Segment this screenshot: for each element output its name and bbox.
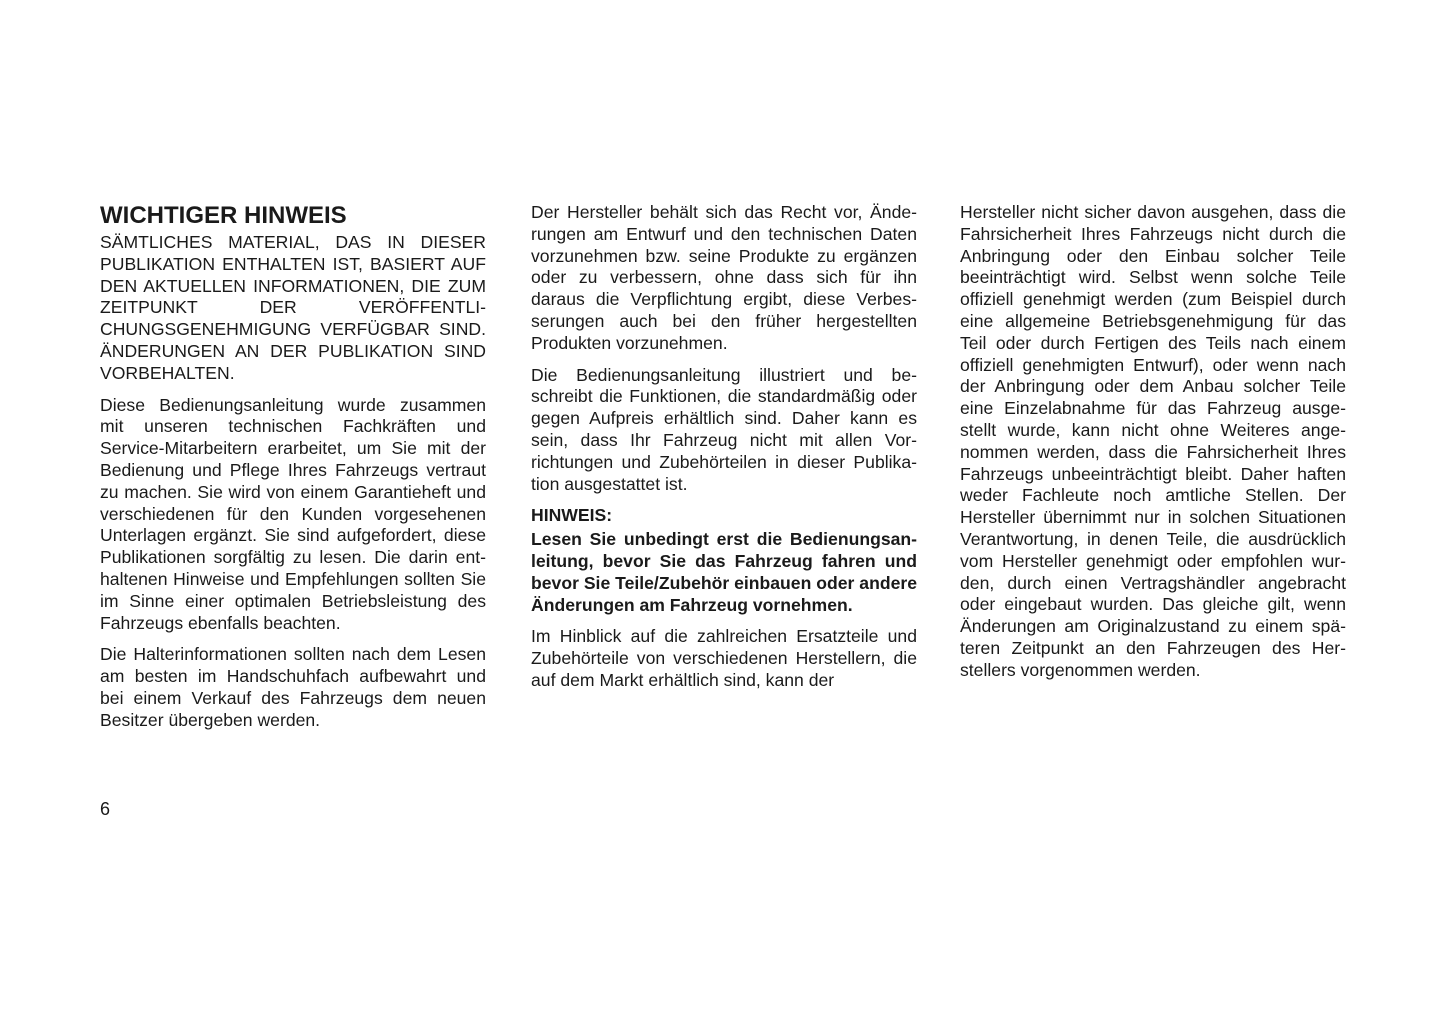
column-right [960,202,1346,682]
paragraph-owner-info: Die Halterinformationen sollten nach dem Lesen am besten im Handschuhfach aufbewahrt und bei einem Verkauf des Fahrzeugs dem neuen Besitzer übergeben werden. [100,644,486,730]
column-middle [531,202,917,692]
paragraph-safety-liability: Hersteller nicht sicher davon ausgehen, dass die Fahrsicherheit Ihres Fahrzeugs nicht durch die Anbringung oder den Einbau solcher Teile beeinträchtigt wird. Selbst wenn solche Teile offiziell genehmigt werden (zum Beispiel durch eine allgemeine Betriebsgenehmigung für das Teil oder durch Fertigen des Teils nach einem offiziell genehmigten Entwurf), oder wenn nach der Anbringung oder dem Anbau solcher Teile eine Einzelabnahme für das Fahrzeug ausgestellt wurde, kann nicht ohne Weiteres angenommen werden, dass die Fahrsicherheit Ihres Fahrzeugs unbeeinträchtigt bleibt. Daher haften weder Fachleute noch amtliche Stellen. Der Hersteller übernimmt nur in solchen Situationen Verantwortung, in denen Teile, die ausdrücklich vom Hersteller genehmigt oder empfohlen wurden, durch einen Vertragshändler angebracht oder eingebaut wurden. Das gleiche gilt, wenn Änderungen am Originalzustand zu einem späteren Zeitpunkt an den Fahrzeugen des Herstellers vorgenommen werden. [960,202,1346,680]
column-left [100,202,486,732]
notice-caps-paragraph: SÄMTLICHES MATERIAL, DAS IN DIESER PUBLIKATION ENTHALTEN IST, BASIERT AUF DEN AKTUELLEN INFORMATIONEN, DIE ZUM ZEITPUNKT DER VERÖFFENTLICHUNGSGENEHMIGUNG VERFÜGBAR SIND. ÄNDERUNGEN AN DER PUBLIKATION SIND VORBEHALTEN. [100,232,486,383]
paragraph-spare-parts: Im Hinblick auf die zahlreichen Ersatzteile und Zubehörteile von verschiedenen Herstellern, die auf dem Markt erhältlich sind, kann der [531,626,917,690]
paragraph-manual-intro: Diese Bedienungsanleitung wurde zusammen mit unseren technischen Fachkräften und Service-Mitarbeitern erarbeitet, um Sie mit der Bedienung und Pflege Ihres Fahrzeugs vertraut zu machen. Sie wird von einem Garantieheft und verschiedenen für den Kunden vorgesehenen Unterlagen ergänzt. Sie sind aufgefordert, diese Publikationen sorgfältig zu lesen. Die darin enthaltenen Hinweise und Empfehlungen sollten Sie im Sinne einer optimalen Betriebsleistung des Fahrzeugs ebenfalls beachten. [100,394,486,633]
paragraph-manufacturer-rights: Der Hersteller behält sich das Recht vor, Änderungen am Entwurf und den technischen Daten vorzunehmen bzw. seine Produkte zu ergänzen oder zu verbessern, ohne dass sich für ihn daraus die Verpflichtung ergibt, diese Verbesserungen auch bei den früher hergestellten Produkten vorzunehmen. [531,202,917,353]
page-title: WICHTIGER HINWEIS [100,202,347,229]
paragraph-manual-features: Die Bedienungsanleitung illustriert und beschreibt die Funktionen, die standardmäßig oder gegen Aufpreis erhältlich sind. Daher kann es sein, dass Ihr Fahrzeug nicht mit allen Vorrichtungen und Zubehörteilen in dieser Publikation ausgestattet ist. [531,364,917,494]
hinweis-text: Lesen Sie unbedingt erst die Bedienungsanleitung, bevor Sie das Fahrzeug fahren und bevor Sie Teile/Zubehör einbauen oder andere Änderungen am Fahrzeug vornehmen. [531,529,917,615]
hinweis-heading: HINWEIS: [531,505,613,526]
page-number: 6 [100,799,111,819]
